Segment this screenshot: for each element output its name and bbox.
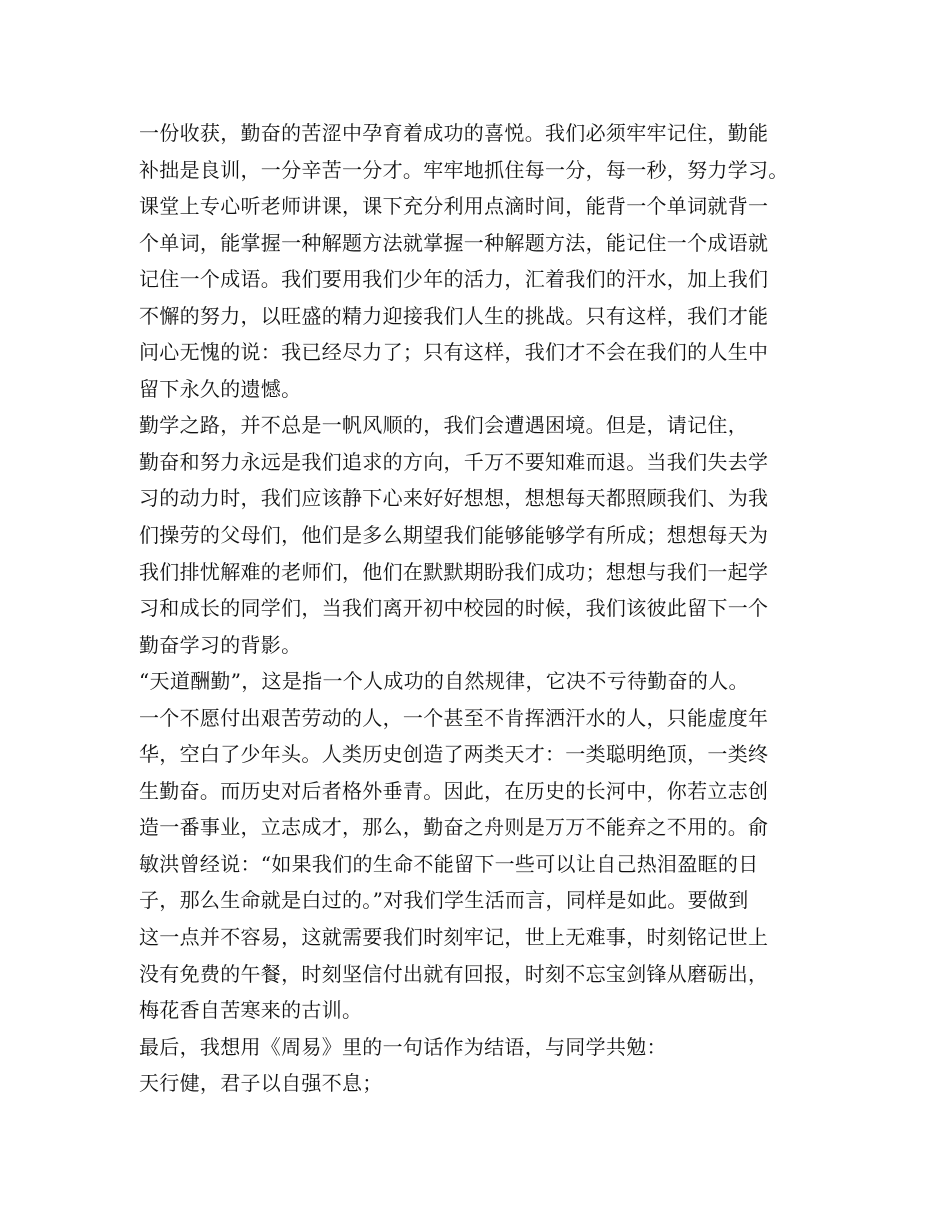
- text-line: 梅花香自苦寒来的古训。: [139, 998, 363, 1023]
- text-line: 最后，我想用《周易》里的一句话作为结语，与同学共勉：: [139, 1034, 667, 1059]
- text-line: 勤学之路，并不总是一帆风顺的，我们会遭遇困境。但是，请记住，: [139, 413, 748, 438]
- text-line: 课堂上专心听老师讲课，课下充分利用点滴时间，能背一个单词就背一: [139, 194, 769, 219]
- text-line: 生勤奋。而历史对后者格外垂青。因此，在历史的长河中，你若立志创: [139, 778, 769, 803]
- text-line: 勤奋和努力永远是我们追求的方向，千万不要知难而退。当我们失去学: [139, 449, 769, 474]
- text-line: 没有免费的午餐，时刻坚信付出就有回报，时刻不忘宝剑锋从磨砺出，: [139, 961, 769, 986]
- text-line: 留下永久的遗憾。: [139, 376, 302, 401]
- text-line: 个单词，能掌握一种解题方法就掌握一种解题方法，能记住一个成语就: [139, 230, 769, 255]
- text-line: 我们排忧解难的老师们，他们在默默期盼我们成功；想想与我们一起学: [139, 559, 769, 584]
- text-line: 一个不愿付出艰苦劳动的人，一个甚至不肯挥洒汗水的人，只能虚度年: [139, 705, 769, 730]
- text-line: 造一番事业，立志成才，那么，勤奋之舟则是万万不能弃之不用的。俞: [139, 815, 769, 840]
- text-line: 习的动力时，我们应该静下心来好好想想，想想每天都照顾我们、为我: [139, 486, 769, 511]
- text-line: 不懈的努力，以旺盛的精力迎接我们人生的挑战。只有这样，我们才能: [139, 303, 769, 328]
- text-line: 补拙是良训，一分辛苦一分才。牢牢地抓住每一分，每一秒，努力学习。: [139, 157, 789, 182]
- text-line: 习和成长的同学们，当我们离开初中校园的时候，我们该彼此留下一个: [139, 596, 769, 621]
- text-line: 们操劳的父母们，他们是多么期望我们能够能够学有所成；想想每天为: [139, 523, 769, 548]
- text-line: 问心无愧的说：我已经尽力了；只有这样，我们才不会在我们的人生中: [139, 340, 769, 365]
- text-line: “天道酬勤”，这是指一个人成功的自然规律，它决不亏待勤奋的人。: [139, 669, 749, 694]
- text-line: 这一点并不容易，这就需要我们时刻牢记，世上无难事，时刻铭记世上: [139, 925, 769, 950]
- text-line: 子，那么生命就是白过的。”对我们学生活而言，同样是如此。要做到: [139, 888, 749, 913]
- text-line: 华，空白了少年头。人类历史创造了两类天才：一类聪明绝顶，一类终: [139, 742, 769, 767]
- text-line: 敏洪曾经说：“如果我们的生命不能留下一些可以让自己热泪盈眶的日: [139, 851, 759, 876]
- text-line: 勤奋学习的背影。: [139, 632, 302, 657]
- text-line: 天行健，君子以自强不息；: [139, 1071, 383, 1096]
- text-line: 记住一个成语。我们要用我们少年的活力，汇着我们的汗水，加上我们: [139, 267, 769, 292]
- text-line: 一份收获，勤奋的苦涩中孕育着成功的喜悦。我们必须牢牢记住，勤能: [139, 121, 769, 145]
- document-body: [139, 115, 829, 1102]
